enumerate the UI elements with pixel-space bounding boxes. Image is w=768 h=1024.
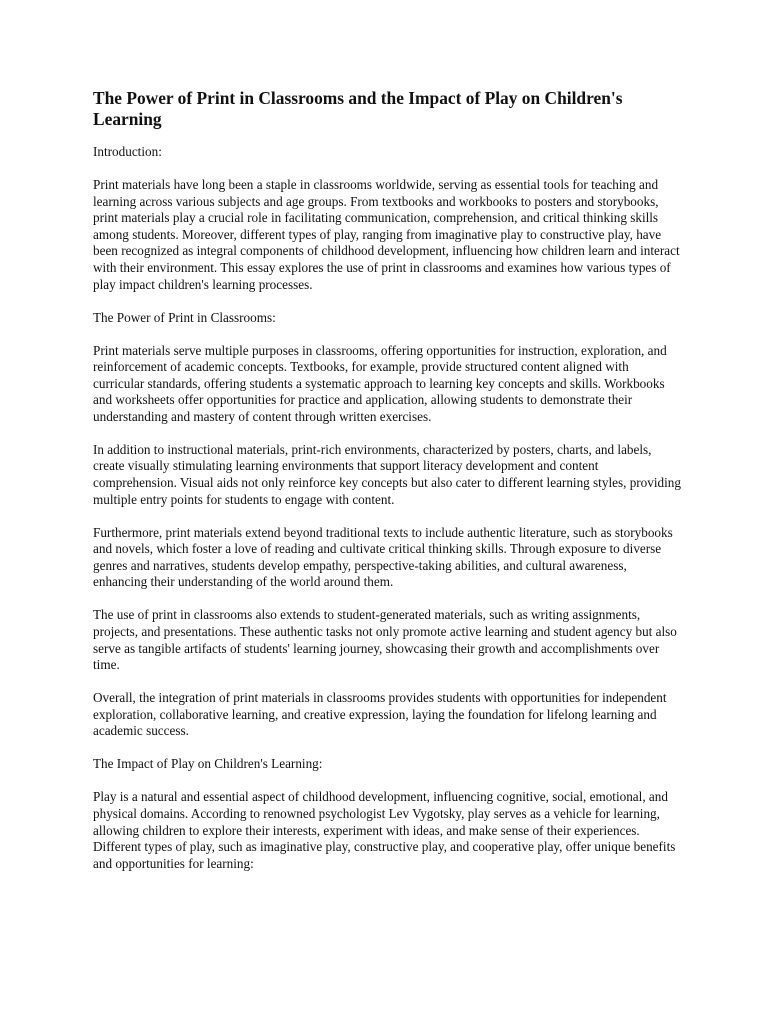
intro-paragraph: Print materials have long been a staple in classrooms worldwide, serving as essential tools for teaching and learning across various subjects and age groups. From textbooks and workbooks to posters and storybooks, print materials play a crucial role in facilitating communication, comprehension, and critical thinking skills among students. Moreover, different types of play, ranging from imaginative play to constructive play, have been recognized as integral components of childhood development, influencing how children learn and interact with their environment. This essay explores the use of print in classrooms and examines how various types of play impact children's learning processes. (93, 176, 680, 292)
print-paragraph-3: Furthermore, print materials extend beyond traditional texts to include authentic literature, such as storybooks and novels, which foster a love of reading and cultivate critical thinking skills. Through exposure to diverse genres and narratives, students develop empathy, perspective-taking abilities, and cultural awareness, enhancing their understanding of the world around them. (93, 524, 673, 590)
play-paragraph-1: Play is a natural and essential aspect of childhood development, influencing cognitive, social, emotional, and physical domains. According to renowned psychologist Lev Vygotsky, play serves as a vehicle for learning, allowing children to explore their interests, experiment with ideas, and make sense of their experiences. (93, 789, 668, 838)
section-heading-print: The Power of Print in Classrooms: (93, 309, 276, 325)
document-title: The Power of Print in Classrooms and the Impact of Play on Children's Learning (93, 88, 623, 129)
document-page (93, 88, 683, 872)
print-paragraph-5: Overall, the integration of print materials in classrooms provides students with opportunities for independent exploration, collaborative learning, and creative expression, laying the foundation for lifelong learning and academic success. (93, 690, 667, 739)
print-paragraph-1: Print materials serve multiple purposes in classrooms, offering opportunities for instruction, exploration, and reinforcement of academic concepts. Textbooks, for example, provide structured content aligned with curricular standards, offering students a systematic approach to learning key concepts and skills. Workbooks and worksheets offer opportunities for practice and application, allowing students to demonstrate their understanding and mastery of content through written exercises. (93, 342, 667, 424)
print-paragraph-4: The use of print in classrooms also extends to student-generated materials, such as writing assignments, projects, and presentations. These authentic tasks not only promote active learning and student agency but also serve as tangible artifacts of students' learning journey, showcasing their growth and accomplishments over time. (93, 607, 677, 673)
print-paragraph-2: In addition to instructional materials, print-rich environments, characterized by posters, charts, and labels, create visually stimulating learning environments that support literacy development and content comprehension. Visual aids not only reinforce key concepts but also cater to different learning styles, providing multiple entry points for students to engage with content. (93, 441, 681, 507)
section-heading-play: The Impact of Play on Children's Learning: (93, 756, 323, 772)
intro-heading: Introduction: (93, 144, 162, 159)
play-paragraph-2: Different types of play, such as imaginative play, constructive play, and cooperative play, offer unique benefits and opportunities for learning: (93, 839, 676, 871)
